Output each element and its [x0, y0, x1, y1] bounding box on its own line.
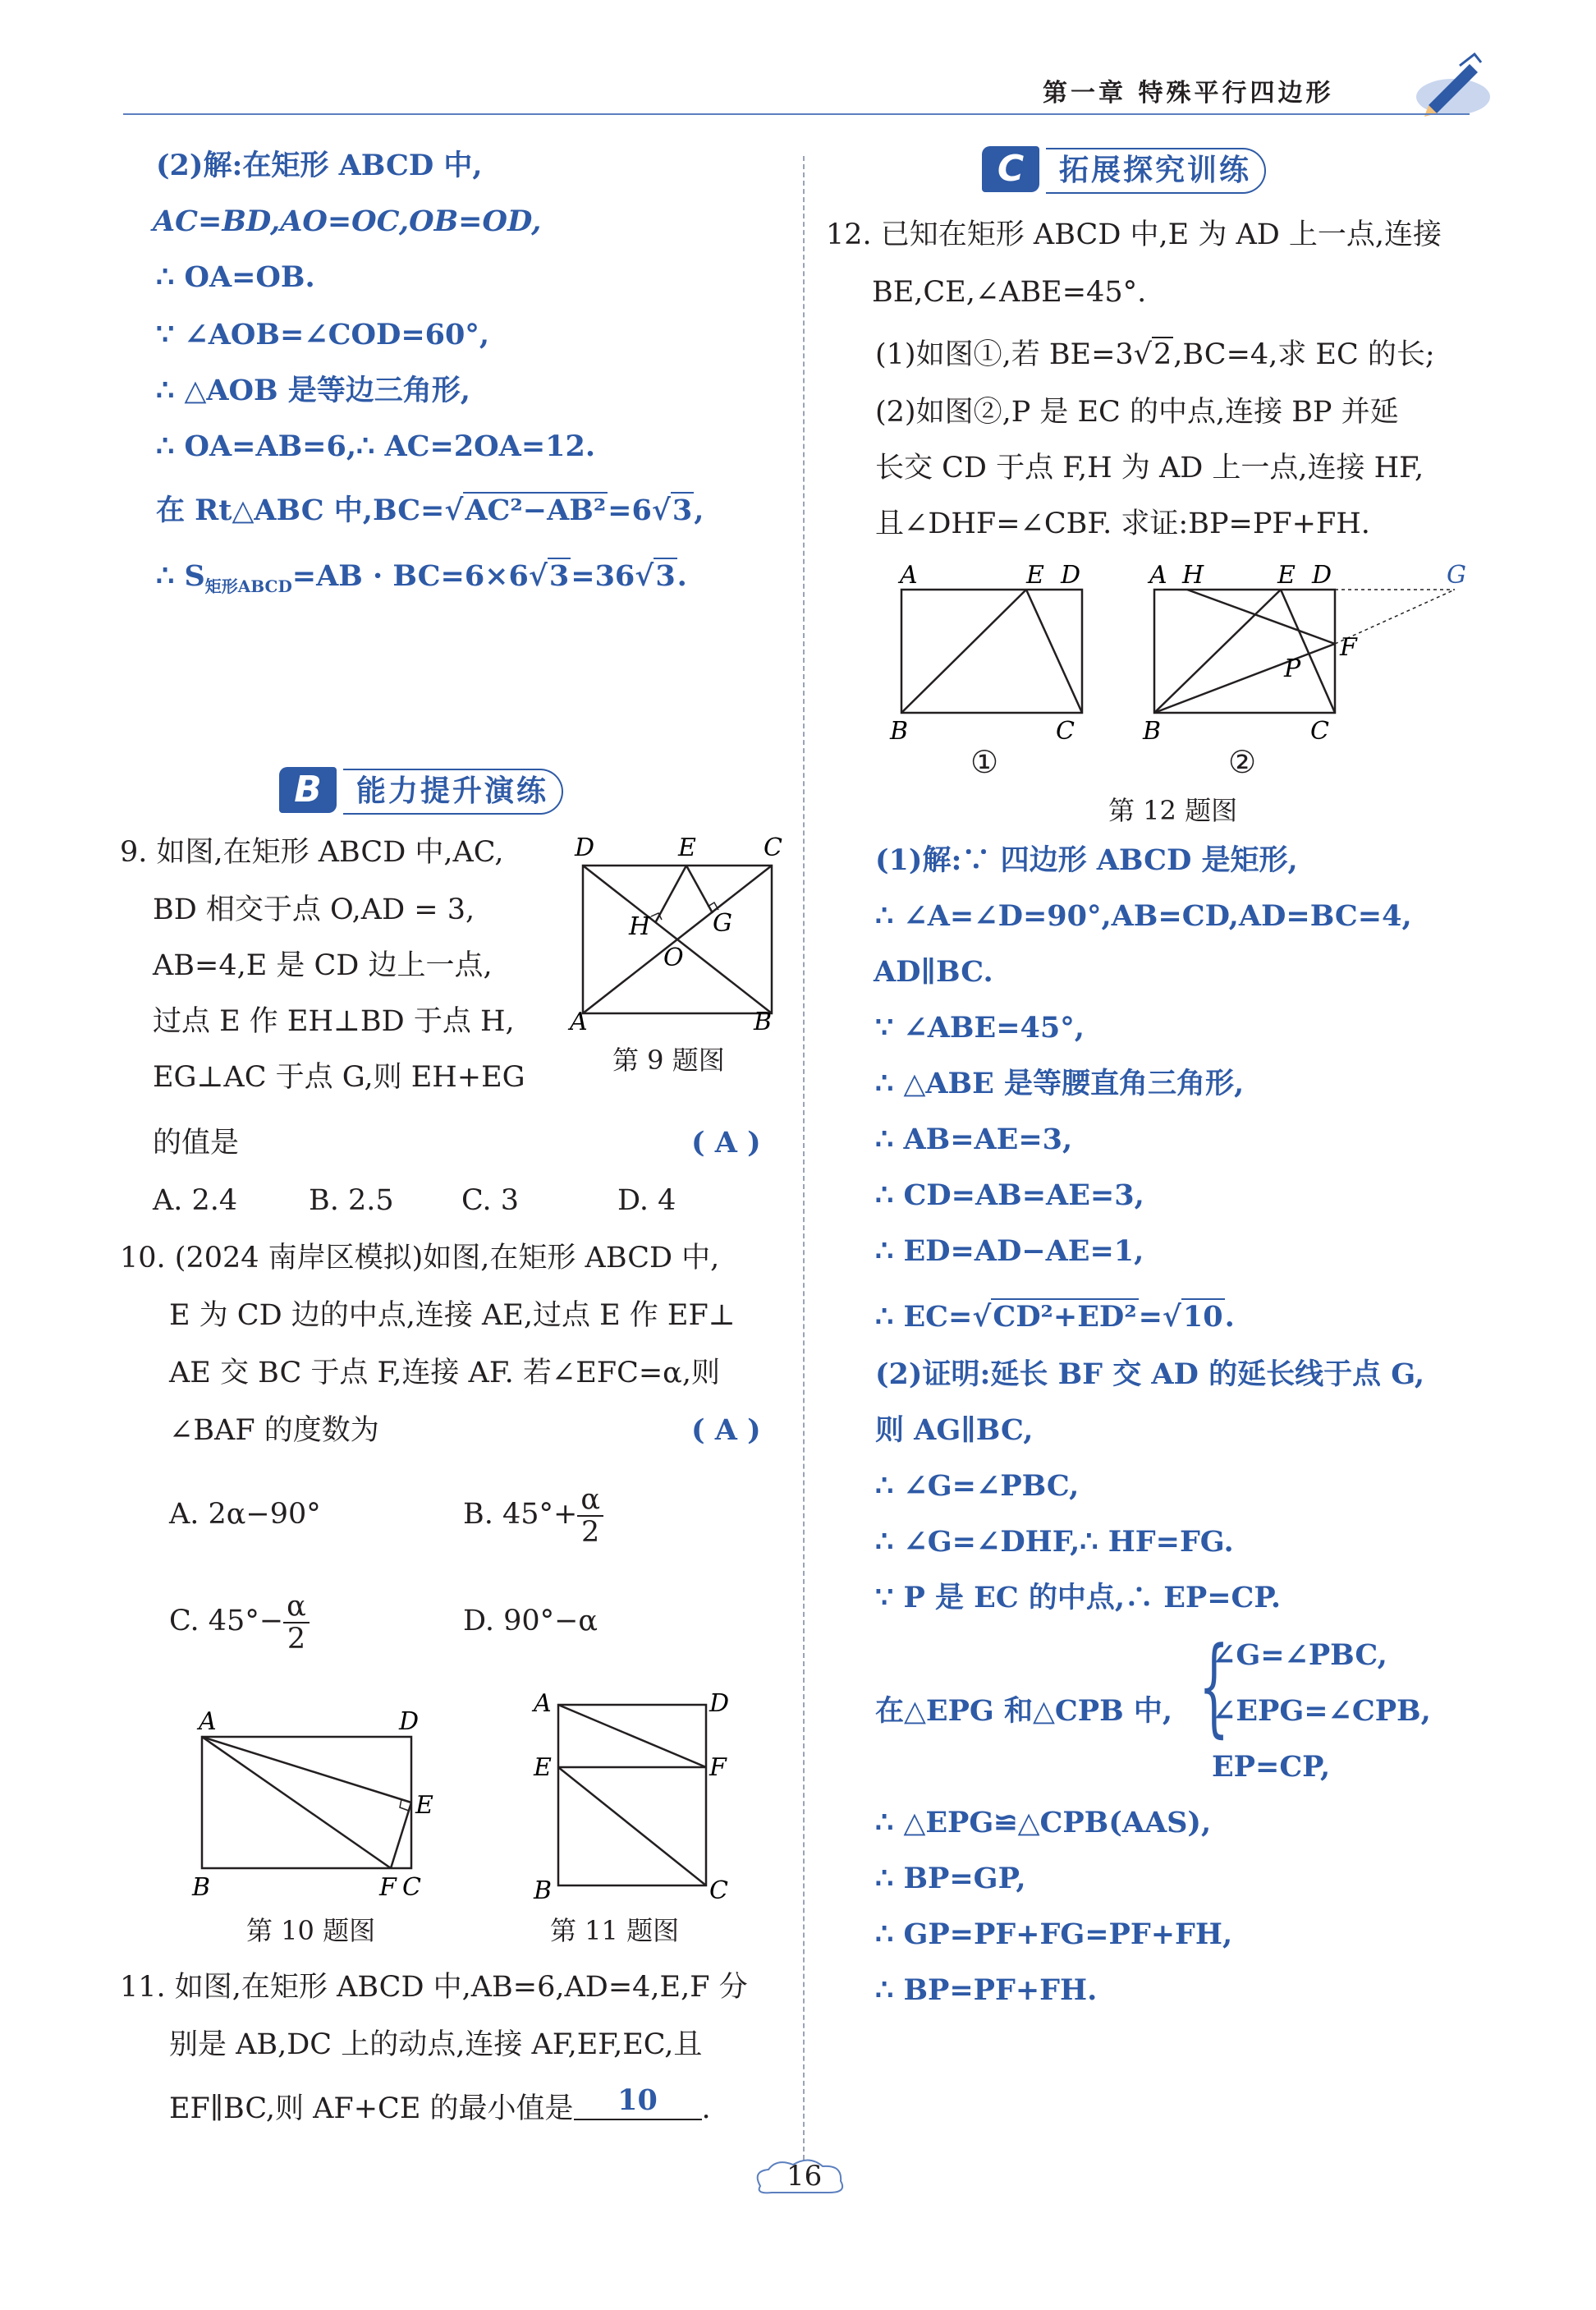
- fig12b-segment-ce: [1281, 590, 1335, 713]
- fig10-segment-ef: [391, 1803, 411, 1868]
- fig12a-label-b: B: [890, 717, 909, 746]
- fig10-segment-af: [202, 1737, 391, 1868]
- fig12-2-label: ②: [1228, 744, 1257, 780]
- sol12-part2-line: (2)证明:延长 BF 交 AD 的延长线于点 G,: [875, 1357, 1425, 1391]
- sol8-line: ∴ △AOB 是等边三角形,: [156, 374, 470, 407]
- fig12b-segment-hf: [1187, 590, 1335, 644]
- fig9-label-c: C: [764, 834, 782, 862]
- sol12-system-label: 在△EPG 和△CPB 中,: [875, 1694, 1173, 1728]
- fig9-segment-eh: [655, 866, 686, 923]
- sol8-line: ∴ OA=AB=6,∴ AC=2OA=12.: [156, 429, 596, 463]
- sol12-part2-line: ∴ ∠G=∠PBC,: [875, 1469, 1080, 1503]
- fig10-rectangle: [202, 1737, 411, 1868]
- sol8-line: ∴ OA=OB.: [156, 260, 315, 294]
- figure-12-2: [1133, 553, 1478, 751]
- fig9-label-g: G: [713, 909, 732, 938]
- fig11-label-b: B: [534, 1876, 553, 1905]
- sol12-line: ∴ △ABE 是等腰直角三角形,: [875, 1067, 1245, 1100]
- q10-option-a: A. 2α−90°: [169, 1498, 321, 1531]
- q9-option-d: D. 4: [617, 1184, 676, 1217]
- q9-line: 的值是: [153, 1127, 240, 1160]
- section-b-heading: [279, 767, 624, 813]
- fig12b-label-h: H: [1182, 561, 1204, 590]
- fig12a-label-e: E: [1026, 561, 1044, 590]
- fig11-label-e: E: [534, 1753, 552, 1782]
- sol8-line: AC=BD,AO=OC,OB=OD,: [153, 204, 542, 238]
- q11-line: 11. 如图,在矩形 ABCD 中,AB=6,AD=4,E,F 分: [120, 1971, 748, 2004]
- fig12a-segment-be: [901, 590, 1026, 713]
- q10-line: ∠BAF 的度数为: [169, 1414, 379, 1447]
- fig11-segment-ec: [558, 1767, 706, 1885]
- header-rule: [123, 113, 1470, 115]
- sol12-ec-line: ∴ EC=√CD²+ED²=√10.: [875, 1300, 1235, 1334]
- fig12b-label-g: G: [1447, 561, 1466, 590]
- q10-line: E 为 CD 边的中点,连接 AE,过点 E 作 EF⊥: [169, 1299, 736, 1332]
- fig11-label-d: D: [709, 1689, 730, 1718]
- chapter-title: 第一章 特殊平行四边形: [1043, 79, 1334, 108]
- fig12b-label-p: P: [1284, 654, 1301, 683]
- fig12-1-label: ①: [970, 744, 999, 780]
- fig10-label-d: D: [399, 1707, 420, 1736]
- q12-line: (2)如图②,P 是 EC 的中点,连接 BP 并延: [875, 396, 1399, 429]
- q10-line: AE 交 BC 于点 F,连接 AF. 若∠EFC=α,则: [169, 1357, 720, 1389]
- fig10-segment-ae: [202, 1737, 411, 1803]
- q9-line: 过点 E 作 EH⊥BD 于点 H,: [153, 1005, 515, 1038]
- figure-11: [525, 1685, 730, 1907]
- fig12b-segment-be: [1154, 590, 1281, 713]
- figure-10: [186, 1700, 456, 1905]
- fig9-caption: 第 9 题图: [612, 1045, 725, 1076]
- fig11-segment-af: [558, 1705, 706, 1767]
- fig9-label-a: A: [570, 1008, 588, 1036]
- fig12b-label-f: F: [1340, 633, 1357, 662]
- sol8-rt-line: 在 Rt△ABC 中,BC=√AC²−AB²=6√3,: [156, 494, 704, 527]
- section-c-title: 拓展探究训练: [1046, 148, 1266, 194]
- sol12-line: ∴ ED=AD−AE=1,: [875, 1234, 1144, 1268]
- q12-line: 12. 已知在矩形 ABCD 中,E 为 AD 上一点,连接: [826, 218, 1442, 251]
- sol12-system-line: ∠G=∠PBC,: [1212, 1638, 1387, 1672]
- fig12a-segment-ce: [1026, 590, 1082, 713]
- q9-option-a: A. 2.4: [153, 1184, 238, 1217]
- q9-line: AB=4,E 是 CD 边上一点,: [153, 949, 493, 982]
- fig9-label-d: D: [575, 834, 595, 862]
- q11-line-last: EF∥BC,则 AF+CE 的最小值是 10 .: [169, 2083, 711, 2125]
- sol8-line: ∵ ∠AOB=∠COD=60°,: [156, 318, 490, 351]
- fig12b-label-d: D: [1312, 561, 1332, 590]
- sol12-part2-line: ∵ P 是 EC 的中点,∴ EP=CP.: [875, 1581, 1282, 1614]
- figure-9: [566, 828, 788, 1036]
- fig10-label-f: F: [379, 1873, 397, 1902]
- sol8-area-line: ∴ $S_{矩形ABCD}=AB \cdot BC=6\times 6√3=36√3$.: [156, 559, 687, 596]
- fig10-label-a: A: [199, 1707, 217, 1736]
- fig12a-label-c: C: [1056, 717, 1075, 746]
- q10-option-b: B. 45°+ $\frac{\alpha}{2}$: [463, 1478, 603, 1550]
- q11-line: 别是 AB,DC 上的动点,连接 AF,EF,EC,且: [169, 2028, 703, 2061]
- sol12-line: ∵ ∠ABE=45°,: [875, 1011, 1085, 1045]
- q10-option-c: C. 45°− $\frac{\alpha}{2}$: [169, 1585, 310, 1657]
- fig12a-label-a: A: [900, 561, 918, 590]
- sol12-line: AD∥BC.: [874, 955, 993, 989]
- fig12b-label-e: E: [1277, 561, 1296, 590]
- sol12-tail-line: ∴ GP=PF+FG=PF+FH,: [875, 1917, 1233, 1951]
- q10-line: 10. (2024 南岸区模拟)如图,在矩形 ABCD 中,: [120, 1242, 720, 1274]
- q10-fraction: $\frac{\alpha}{2}$: [577, 1484, 603, 1548]
- fig10-label-c: C: [402, 1873, 421, 1902]
- fig11-label-f: F: [709, 1753, 727, 1782]
- q9-line: 9. 如图,在矩形 ABCD 中,AC,: [120, 836, 504, 869]
- system-brace: {: [1199, 1623, 1230, 1748]
- q9-line: BD 相交于点 O,AD = 3,: [153, 893, 475, 926]
- q10-fraction: $\frac{\alpha}{2}$: [283, 1591, 310, 1655]
- fig12-caption: 第 12 题图: [1108, 795, 1238, 826]
- sol12-tail-line: ∴ △EPG≌△CPB(AAS),: [875, 1806, 1212, 1839]
- q10-answer: ( A ): [691, 1413, 761, 1447]
- sol12-line: ∴ AB=AE=3,: [875, 1123, 1073, 1156]
- figure-12-1: [887, 553, 1100, 751]
- q12-line: 长交 CD 于点 F,H 为 AD 上一点,连接 HF,: [875, 452, 1424, 485]
- fig11-label-a: A: [534, 1689, 552, 1718]
- q9-line: EG⊥AC 于点 G,则 EH+EG: [153, 1061, 525, 1094]
- fig10-caption: 第 10 题图: [246, 1915, 376, 1946]
- page-number: 16: [787, 2160, 823, 2193]
- fig12b-label-a: A: [1149, 561, 1167, 590]
- fig9-label-h: H: [629, 912, 651, 941]
- q12-line: 且∠DHF=∠CBF. 求证:BP=PF+FH.: [875, 507, 1370, 540]
- sol12-part2-line: 则 AG∥BC,: [875, 1413, 1034, 1447]
- q12-line: BE,CE,∠ABE=45°.: [872, 276, 1147, 309]
- fig9-label-e: E: [678, 834, 696, 862]
- sol12-part2-line: ∴ ∠G=∠DHF,∴ HF=FG.: [875, 1525, 1234, 1559]
- sol12-line: ∴ ∠A=∠D=90°,AB=CD,AD=BC=4,: [875, 899, 1412, 933]
- fig9-label-b: B: [754, 1008, 773, 1036]
- section-c-badge: C: [982, 146, 1039, 192]
- q9-option-c: C. 3: [461, 1184, 520, 1217]
- fig10-label-b: B: [192, 1873, 211, 1902]
- sol12-tail-line: ∴ BP=GP,: [875, 1862, 1026, 1895]
- section-b-badge: B: [279, 767, 337, 813]
- fig12b-label-b: B: [1143, 717, 1162, 746]
- fig11-caption: 第 11 题图: [550, 1915, 680, 1946]
- sol12-system-line: ∠EPG=∠CPB,: [1212, 1694, 1431, 1728]
- section-b-title: 能力提升演练: [343, 769, 563, 815]
- fig10-label-e: E: [415, 1791, 433, 1820]
- sol12-tail-line: ∴ BP=PF+FH.: [875, 1973, 1098, 2007]
- fig12b-segment-bf: [1154, 644, 1335, 713]
- sol12-system-line: EP=CP,: [1212, 1750, 1331, 1784]
- q9-answer: ( A ): [691, 1126, 761, 1160]
- fig12b-label-c: C: [1310, 717, 1329, 746]
- sol12-line: ∴ CD=AB=AE=3,: [875, 1178, 1144, 1212]
- q10-option-d: D. 90°−α: [463, 1605, 598, 1637]
- sol12-line: (1)解:∵ 四边形 ABCD 是矩形,: [875, 843, 1298, 877]
- column-divider: [803, 156, 805, 2160]
- q9-option-b: B. 2.5: [309, 1184, 394, 1217]
- q12-part1-line: (1)如图①,若 BE=3√2,BC=4,求 EC 的长;: [875, 338, 1435, 371]
- fig11-label-c: C: [709, 1876, 728, 1905]
- q11-answer-blank: 10: [574, 2083, 702, 2120]
- sol8-line: (2)解:在矩形 ABCD 中,: [156, 149, 483, 182]
- fig11-rectangle: [558, 1705, 706, 1885]
- pencil-decoration-icon: [1396, 48, 1494, 122]
- fig9-label-o: O: [663, 944, 684, 972]
- section-c-heading: [982, 146, 1327, 192]
- fig12a-label-d: D: [1061, 561, 1081, 590]
